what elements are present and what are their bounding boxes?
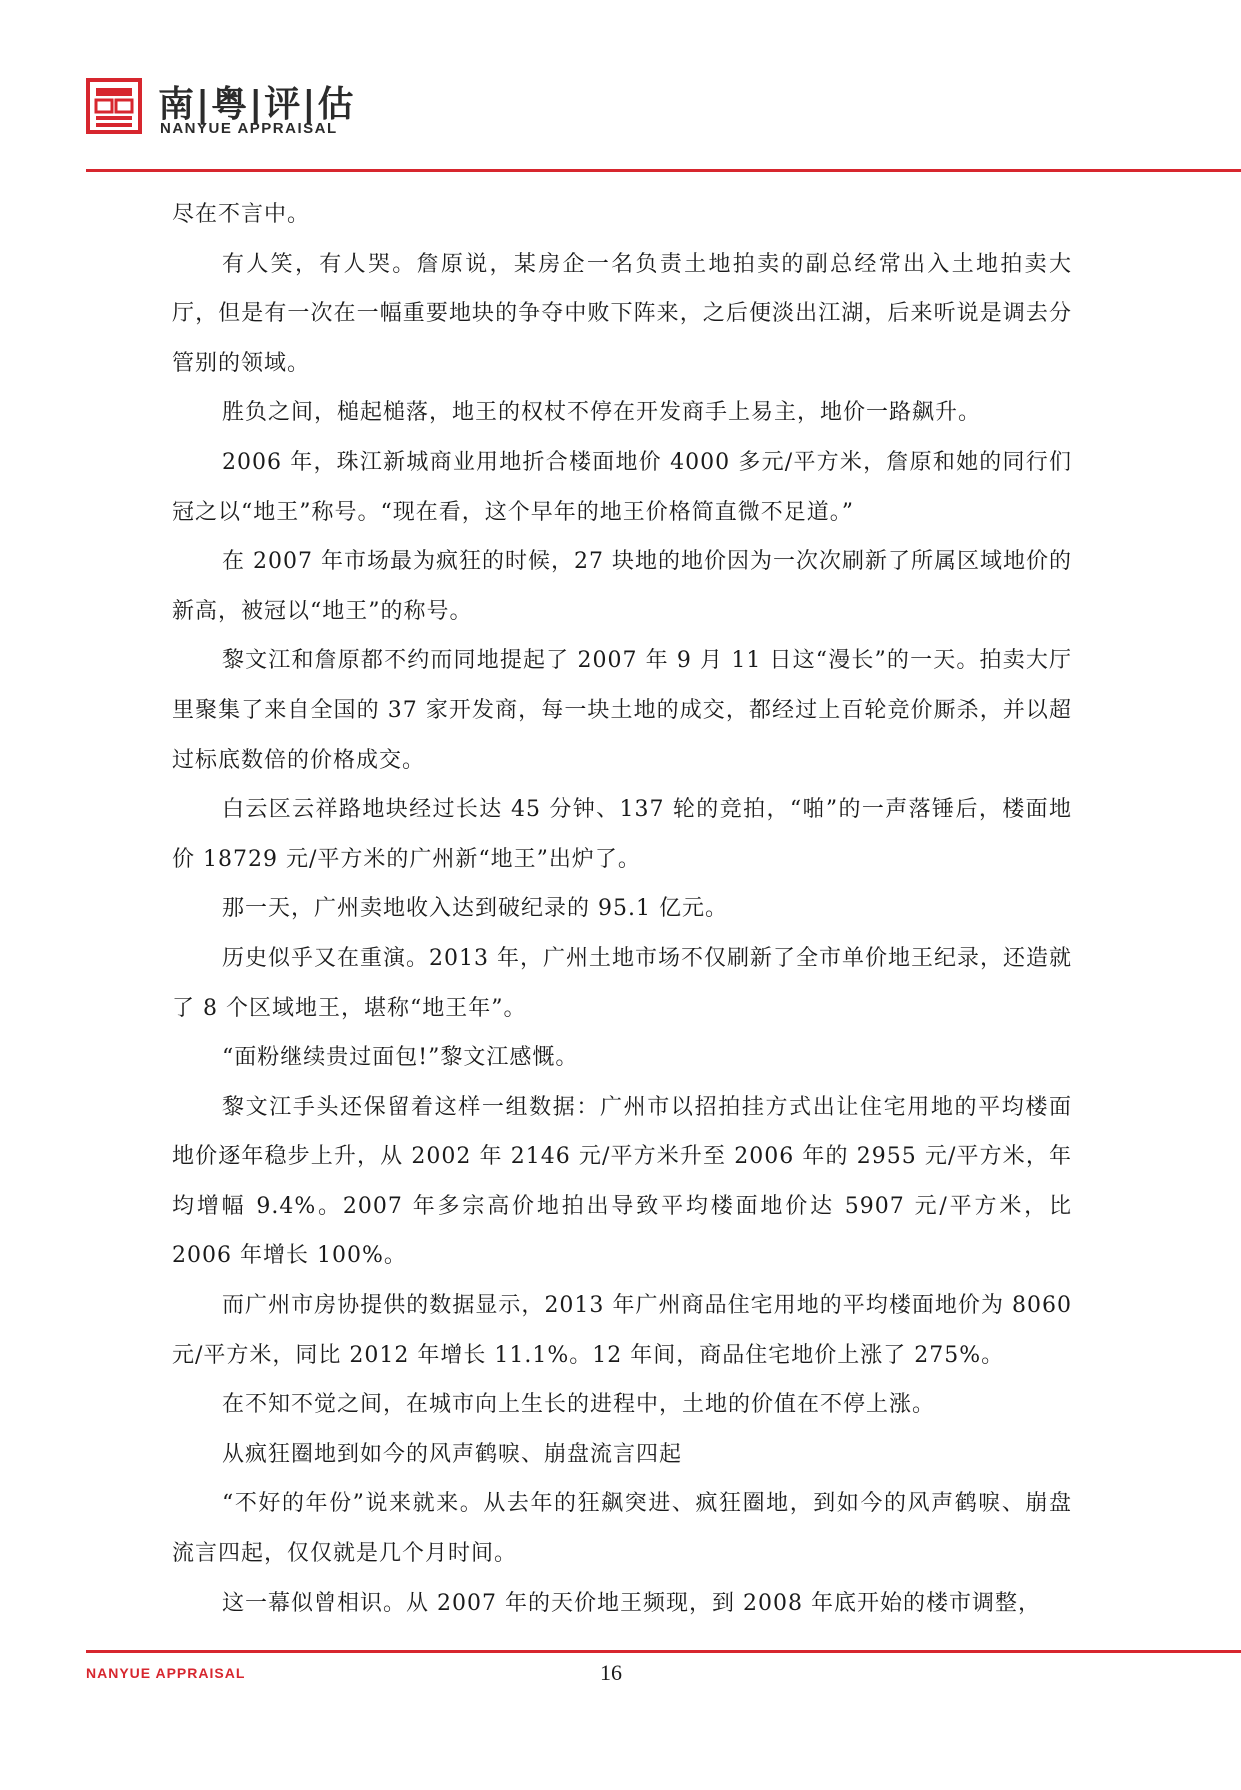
paragraph: 在 2007 年市场最为疯狂的时候，27 块地的地价因为一次次刷新了所属区域地价的新高，被冠以“地王”的称号。 [172,549,1072,624]
logo-chinese-text: 南|粤|评|估 [158,84,356,125]
paragraph: 而广州市房协提供的数据显示，2013 年广州商品住宅用地的平均楼面地价为 8060 元/平方米，同比 2012 年增长 11.1%。12 年间，商品住宅地价上涨了 275%。 [172,1293,1072,1368]
section-heading: 从疯狂圈地到如今的风声鹤唳、崩盘流言四起 [222,1441,683,1467]
paragraph: 黎文江手头还保留着这样一组数据：广州市以招拍挂方式出让住宅用地的平均楼面地价逐年稳步上升，从 2002 年 2146 元/平方米升至 2006 年的 2955 元/平方米，年均增幅 9.4%。2007 年多宗高价地拍出导致平均楼面地价达 5907 元/平方米，比 2006 年增长 100%。 [172,1094,1072,1269]
header-divider [86,169,1241,172]
paragraph: 尽在不言中。 [172,202,311,227]
page-header [0,0,1241,176]
paragraph: 胜负之间，槌起槌落，地王的权杖不停在开发商手上易主，地价一路飙升。 [222,400,982,426]
page-number: 16 [600,1660,622,1685]
logo-english-text: NANYUE APPRAISAL [160,120,338,137]
footer-brand: NANYUE APPRAISAL [86,1665,246,1681]
paragraph: “面粉继续贵过面包!”黎文江感慨。 [222,1045,579,1071]
paragraph: 历史似乎又在重演。2013 年，广州土地市场不仅刷新了全市单价地王纪录，还造就了 8 个区域地王，堪称“地王年”。 [172,945,1072,1021]
paragraph: 白云区云祥路地块经过长达 45 分钟、137 轮的竞拍，“啪”的一声落锤后，楼面地价 18729 元/平方米的广州新“地王”出炉了。 [172,797,1072,872]
paragraph: 黎文江和詹原都不约而同地提起了 2007 年 9 月 11 日这“漫长”的一天。拍卖大厅里聚集了来自全国的 37 家开发商，每一块土地的成交，都经过上百轮竞价厮杀，并以超过标底数倍的价格成交。 [172,648,1072,773]
article-body [172,190,1072,1628]
paragraph: 在不知不觉之间，在城市向上生长的进程中，土地的价值在不停上涨。 [222,1392,936,1418]
nanyue-logo-icon [86,78,142,134]
footer-divider [86,1650,1241,1653]
paragraph: 2006 年，珠江新城商业用地折合楼面地价 4000 多元/平方米，詹原和她的同行们冠之以“地王”称号。“现在看，这个早年的地王价格简直微不足道。” [172,449,1072,525]
paragraph: 这一幕似曾相识。从 2007 年的天价地王频现，到 2008 年底开始的楼市调整， [222,1590,1041,1616]
paragraph: 有人笑，有人哭。詹原说，某房企一名负责土地拍卖的副总经常出入土地拍卖大厅，但是有一次在一幅重要地块的争夺中败下阵来，之后便淡出江湖，后来听说是调去分管别的领域。 [172,251,1072,376]
paragraph: “不好的年份”说来就来。从去年的狂飙突进、疯狂圈地，到如今的风声鹤唳、崩盘流言四起，仅仅就是几个月时间。 [172,1491,1072,1567]
paragraph: 那一天，广州卖地收入达到破纪录的 95.1 亿元。 [222,896,728,922]
